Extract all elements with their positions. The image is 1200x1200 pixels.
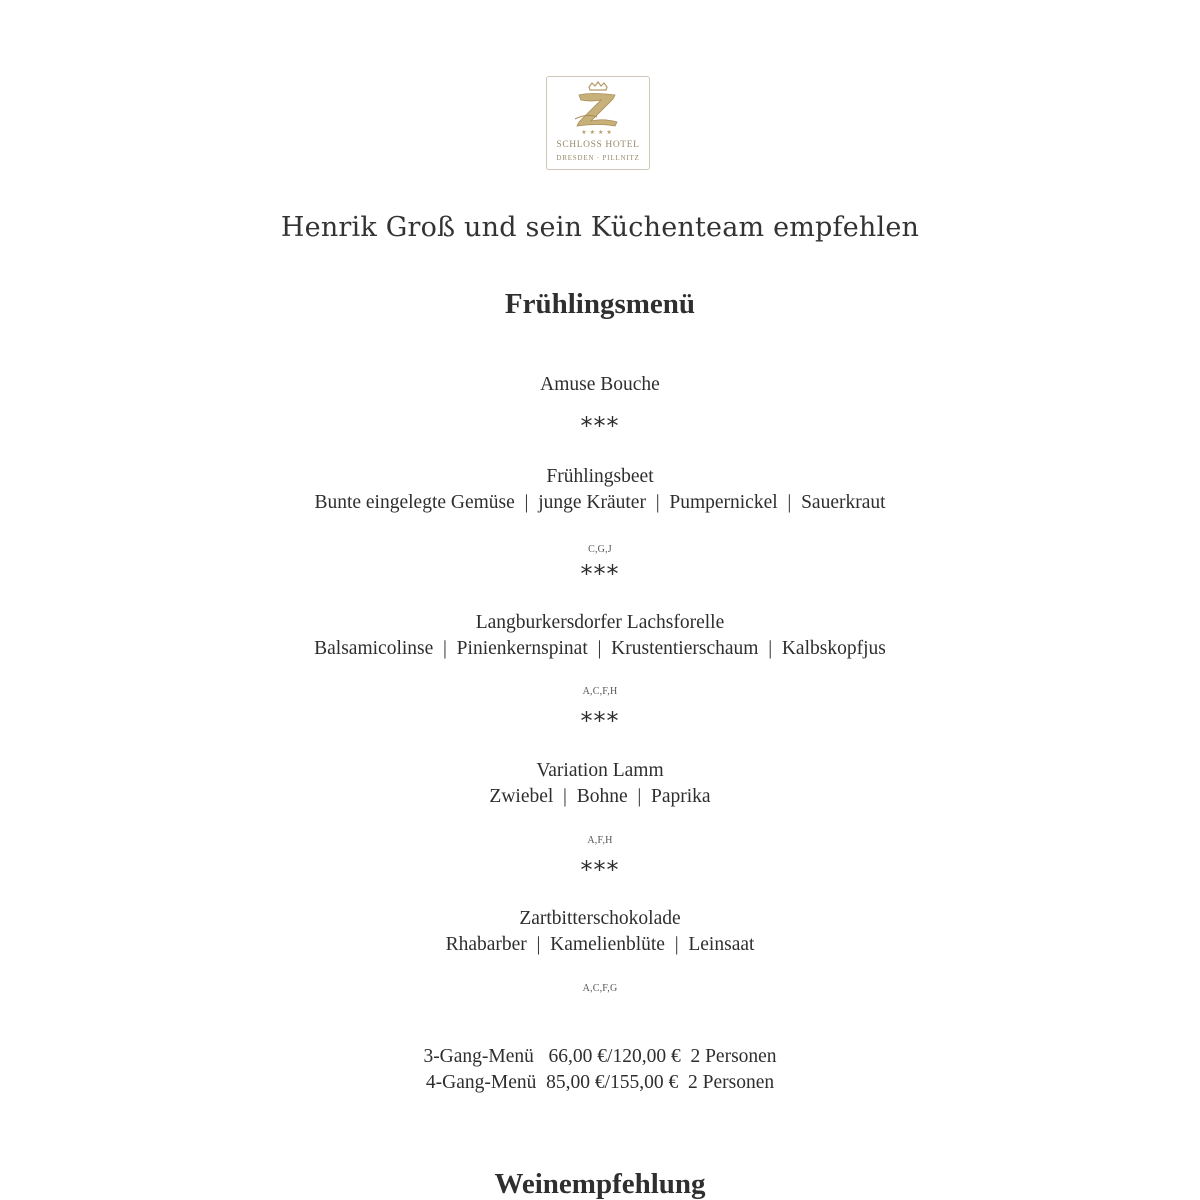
separator-2: *** [580, 560, 620, 588]
course-5-allergens: A,C,F,G [582, 983, 618, 994]
separator-1: *** [580, 412, 620, 440]
price-line-4-course: 4-Gang-Menü 85,00 €/155,00 € 2 Personen [425, 1072, 775, 1093]
course-5-name: Zartbitterschokolade [519, 908, 681, 929]
course-2-description: Bunte eingelegte Gemüse | junge Kräuter | Pumpernickel | Sauerkraut [314, 492, 886, 513]
logo-stars: ★★★★ [581, 129, 615, 136]
hotel-logo [546, 76, 650, 170]
course-3-description: Balsamicolinse | Pinienkernspinat | Krustentierschaum | Kalbskopfjus [314, 638, 886, 659]
separator-3: *** [580, 707, 620, 735]
logo-line-1: SCHLOSS HOTEL [556, 140, 640, 150]
crown-z-monogram-icon [569, 81, 627, 131]
separator-4: *** [580, 856, 620, 884]
course-3-allergens: A,C,F,H [582, 686, 618, 697]
menu-title: Frühlingsmenü [504, 288, 696, 320]
course-5-description: Rhabarber | Kamelienblüte | Leinsaat [445, 934, 755, 955]
course-4-name: Variation Lamm [536, 760, 664, 781]
course-2-name: Frühlingsbeet [546, 466, 654, 487]
course-4-allergens: A,F,H [587, 835, 613, 846]
course-4-description: Zwiebel | Bohne | Paprika [489, 786, 711, 807]
wine-title: Weinempfehlung [494, 1168, 706, 1200]
course-1-name: Amuse Bouche [540, 374, 660, 395]
headline: Henrik Groß und sein Küchenteam empfehlen [280, 212, 920, 243]
course-2-allergens: C,G,J [588, 544, 612, 555]
course-3-name: Langburkersdorfer Lachsforelle [475, 612, 725, 633]
price-line-3-course: 3-Gang-Menü 66,00 €/120,00 € 2 Personen [423, 1046, 777, 1067]
logo-line-2: DRESDEN · PILLNITZ [556, 154, 640, 162]
